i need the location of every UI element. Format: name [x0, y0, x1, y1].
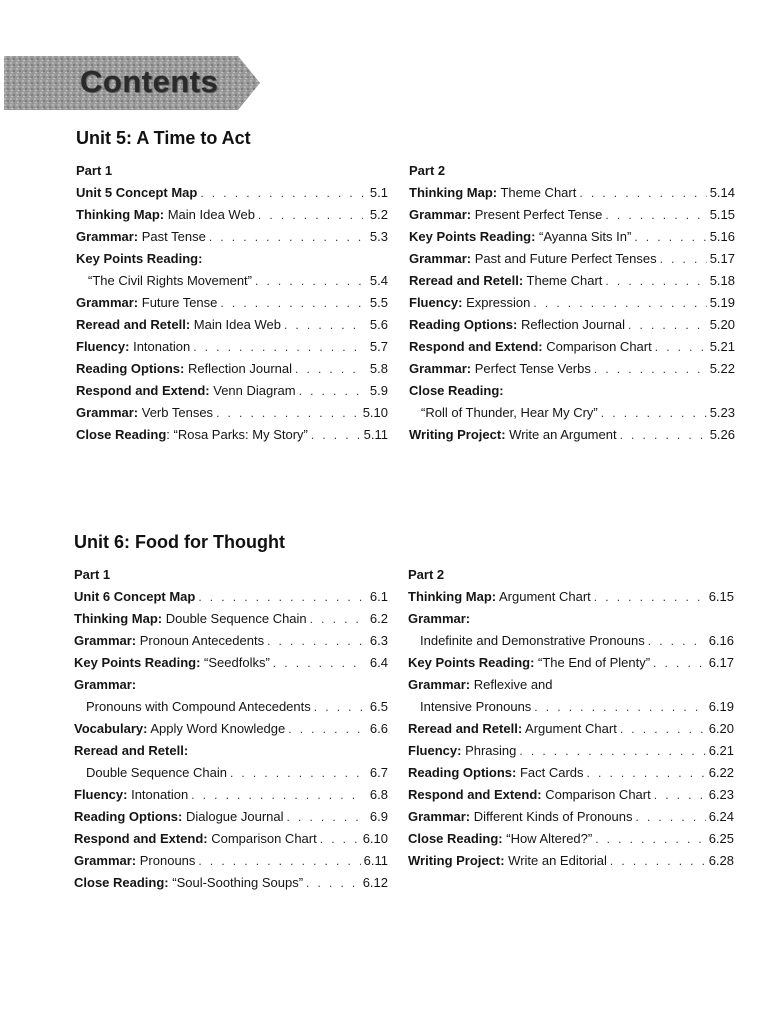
dot-leader	[299, 380, 363, 402]
page-number: 6.9	[369, 809, 388, 824]
dot-leader	[191, 784, 363, 806]
page-number: 6.22	[708, 765, 734, 780]
dot-leader	[255, 270, 363, 292]
part-label: Part 1	[76, 163, 113, 178]
toc-entry-list	[74, 586, 388, 894]
toc-entry-text	[74, 784, 188, 806]
toc-entry-title: Pronoun Antecedents	[136, 633, 265, 648]
toc-entry-label: Unit 5 Concept Map	[76, 185, 198, 200]
page-number: 6.5	[369, 699, 388, 714]
page-number: 5.15	[709, 207, 735, 222]
toc-entry	[74, 806, 388, 828]
toc-entry-label: Thinking Map:	[409, 185, 498, 200]
page-number: 5.9	[369, 383, 388, 398]
toc-entry	[76, 226, 388, 248]
toc-entry-title: “Ayanna Sits In”	[535, 229, 632, 244]
toc-entry-text	[74, 608, 307, 630]
dot-leader	[287, 806, 363, 828]
dot-leader	[220, 292, 363, 314]
toc-entry-text	[408, 828, 592, 850]
toc-entry	[408, 608, 734, 630]
toc-entry-label: Reading Options:	[409, 317, 518, 332]
page-number: 5.21	[709, 339, 735, 354]
toc-entry	[408, 674, 734, 696]
toc-entry-title: Comparison Chart	[542, 339, 652, 354]
dot-leader	[594, 586, 706, 608]
toc-entry-text	[408, 762, 584, 784]
toc-entry-text	[408, 784, 651, 806]
toc-entry-title: Reflection Journal	[184, 361, 293, 376]
toc-entry-title: Write an Argument	[505, 427, 617, 442]
dot-leader	[198, 850, 360, 872]
toc-entry-label: Key Points Reading:	[408, 655, 535, 670]
dot-leader	[601, 402, 707, 424]
toc-entry-text	[408, 652, 650, 674]
dot-leader	[636, 806, 706, 828]
toc-entry-text	[409, 248, 657, 270]
toc-entry-label: Reread and Retell:	[76, 317, 191, 332]
toc-entry-title: Argument Chart	[522, 721, 617, 736]
toc-entry	[76, 270, 388, 292]
toc-entry-title: Theme Chart	[523, 273, 603, 288]
toc-entry	[74, 652, 388, 674]
page-number: 5.17	[709, 251, 735, 266]
toc-entry-list	[76, 182, 388, 446]
toc-entry-label: Fluency:	[76, 339, 130, 354]
toc-entry-text	[409, 358, 591, 380]
toc-entry-title: “The Civil Rights Movement”	[88, 273, 252, 288]
toc-entry-text	[76, 402, 213, 424]
toc-entry-label: Writing Project:	[409, 427, 506, 442]
toc-entry	[408, 806, 734, 828]
toc-entry-label: Fluency:	[409, 295, 463, 310]
toc-entry-label: Reread and Retell:	[408, 721, 523, 736]
toc-entry-title: Dialogue Journal	[182, 809, 284, 824]
page-number: 5.4	[369, 273, 388, 288]
dot-leader	[306, 872, 360, 894]
toc-entry	[76, 424, 388, 446]
toc-entry-text	[409, 380, 504, 402]
part-label: Part 2	[409, 163, 446, 178]
toc-entry-title: Comparison Chart	[207, 831, 317, 846]
dot-leader	[310, 608, 363, 630]
toc-entry	[76, 204, 388, 226]
toc-entry	[74, 696, 388, 718]
unit-6-title: Unit 6: Food for Thought	[74, 532, 285, 552]
page-number: 5.19	[709, 295, 735, 310]
toc-entry	[76, 380, 388, 402]
toc-entry-label: Grammar:	[74, 633, 137, 648]
dot-leader	[230, 762, 363, 784]
dot-leader	[579, 182, 706, 204]
toc-entry-text	[74, 828, 317, 850]
toc-entry-text	[74, 718, 285, 740]
toc-entry-title: Intonation	[127, 787, 189, 802]
page-number: 5.22	[709, 361, 735, 376]
toc-entry-title: Verb Tenses	[138, 405, 214, 420]
unit-5-part-2-column	[409, 160, 735, 446]
page-number: 5.14	[709, 185, 735, 200]
page-number: 6.28	[708, 853, 734, 868]
toc-entry-text	[74, 872, 303, 894]
page-number: 6.17	[708, 655, 734, 670]
toc-entry	[408, 784, 734, 806]
toc-entry-label: Reread and Retell:	[74, 743, 189, 758]
toc-entry	[409, 182, 735, 204]
page-number: 5.11	[363, 427, 388, 442]
toc-entry	[408, 586, 734, 608]
page-number: 5.3	[369, 229, 388, 244]
toc-entry	[409, 314, 735, 336]
dot-leader	[587, 762, 706, 784]
toc-entry-title: “The End of Plenty”	[534, 655, 651, 670]
unit-6-part-2-column	[408, 564, 734, 872]
toc-entry-title: Double Sequence Chain	[86, 765, 227, 780]
dot-leader	[605, 270, 706, 292]
toc-entry-text	[74, 806, 284, 828]
toc-entry-title: Argument Chart	[496, 589, 591, 604]
toc-entry-label: Grammar:	[74, 853, 137, 868]
toc-entry	[409, 336, 735, 358]
toc-entry-label: Writing Project:	[408, 853, 505, 868]
toc-entry-title: Main Idea Web	[190, 317, 281, 332]
dot-leader	[267, 630, 363, 652]
toc-entry-label: Fluency:	[74, 787, 128, 802]
page-number: 6.1	[369, 589, 388, 604]
toc-entry-text	[76, 204, 255, 226]
toc-entry	[74, 828, 388, 850]
toc-entry-text	[408, 850, 607, 872]
toc-entry-title: Pronouns	[136, 853, 196, 868]
toc-entry-title: “Roll of Thunder, Hear My Cry”	[421, 405, 598, 420]
page-number: 5.10	[362, 405, 388, 420]
toc-entry-title: Write an Editorial	[504, 853, 607, 868]
toc-entry-text	[408, 806, 633, 828]
dot-leader	[594, 358, 707, 380]
dot-leader	[193, 336, 363, 358]
toc-entry-text	[86, 696, 311, 718]
toc-entry-label: Grammar:	[408, 677, 471, 692]
toc-entry-label: Unit 6 Concept Map	[74, 589, 196, 604]
toc-entry	[74, 718, 388, 740]
toc-entry-text	[76, 226, 206, 248]
page-number: 5.23	[709, 405, 735, 420]
toc-entry	[409, 248, 735, 270]
page-number: 6.10	[362, 831, 388, 846]
toc-entry-label: Grammar:	[76, 295, 139, 310]
toc-entry	[74, 740, 388, 762]
toc-entry	[408, 850, 734, 872]
toc-entry	[408, 630, 734, 652]
toc-entry-title: Past Tense	[138, 229, 206, 244]
page-number: 6.25	[708, 831, 734, 846]
page-number: 6.21	[708, 743, 734, 758]
toc-entry-label: Reading Options:	[408, 765, 517, 780]
toc-entry-title: Comparison Chart	[541, 787, 651, 802]
toc-entry-title: Phrasing	[461, 743, 517, 758]
dot-leader	[258, 204, 363, 226]
toc-entry	[76, 358, 388, 380]
toc-entry-label: Key Points Reading:	[74, 655, 201, 670]
toc-entry-text	[76, 182, 197, 204]
toc-entry-label: Respond and Extend:	[74, 831, 208, 846]
toc-entry-label: Thinking Map:	[76, 207, 165, 222]
toc-entry-text	[408, 740, 516, 762]
page-number: 6.8	[369, 787, 388, 802]
contents-title: Contents	[80, 64, 219, 99]
toc-entry	[76, 336, 388, 358]
toc-entry-text	[74, 850, 195, 872]
toc-entry	[408, 740, 734, 762]
toc-entry-text	[409, 204, 602, 226]
toc-entry	[409, 204, 735, 226]
toc-entry-text	[409, 182, 576, 204]
toc-entry-label: Close Reading:	[74, 875, 169, 890]
toc-entry-text	[76, 358, 292, 380]
dot-leader	[610, 850, 706, 872]
toc-entry-text	[421, 402, 598, 424]
page-number: 5.6	[369, 317, 388, 332]
contents-banner	[4, 56, 260, 110]
dot-leader	[200, 182, 363, 204]
toc-entry-label: Respond and Extend:	[76, 383, 210, 398]
dot-leader	[605, 204, 706, 226]
toc-entry	[76, 248, 388, 270]
page-number: 5.1	[369, 185, 388, 200]
toc-entry-label: Close Reading	[76, 427, 167, 442]
toc-entry-text	[408, 674, 553, 696]
toc-entry-label: Reread and Retell:	[409, 273, 524, 288]
unit-6-part-1-column	[74, 564, 388, 894]
part-label: Part 2	[408, 567, 445, 582]
toc-entry-text	[409, 314, 625, 336]
toc-entry-title: Indefinite and Demonstrative Pronouns	[420, 633, 645, 648]
toc-entry-text	[408, 608, 470, 630]
page-number: 5.8	[369, 361, 388, 376]
toc-entry-label: Grammar:	[408, 611, 471, 626]
toc-entry-text	[76, 380, 296, 402]
toc-entry	[74, 586, 388, 608]
toc-entry-label: Thinking Map:	[74, 611, 163, 626]
toc-entry-title: Intonation	[129, 339, 191, 354]
dot-leader	[655, 336, 707, 358]
toc-entry-title: “Soul-Soothing Soups”	[168, 875, 304, 890]
toc-entry-text	[409, 424, 617, 446]
toc-entry-title: Main Idea Web	[164, 207, 255, 222]
page-number: 6.19	[708, 699, 734, 714]
page-number: 6.20	[708, 721, 734, 736]
dot-leader	[628, 314, 707, 336]
toc-entry-text	[74, 586, 195, 608]
toc-entry	[74, 784, 388, 806]
toc-entry-title: Future Tense	[138, 295, 218, 310]
toc-entry-title: Intensive Pronouns	[420, 699, 532, 714]
dot-leader	[534, 696, 705, 718]
page-number: 5.26	[709, 427, 735, 442]
toc-entry-label: Grammar:	[76, 229, 139, 244]
toc-entry-title: Pronouns with Compound Antecedents	[86, 699, 311, 714]
toc-entry	[76, 314, 388, 336]
toc-entry-text	[74, 630, 264, 652]
toc-entry	[408, 762, 734, 784]
toc-entry-title: Double Sequence Chain	[162, 611, 307, 626]
dot-leader	[648, 630, 706, 652]
toc-entry-label: Close Reading:	[409, 383, 504, 398]
toc-entry-text	[409, 292, 530, 314]
toc-entry	[408, 828, 734, 850]
toc-entry	[409, 358, 735, 380]
page-number: 5.16	[709, 229, 735, 244]
toc-entry	[74, 850, 388, 872]
toc-entry	[409, 270, 735, 292]
toc-entry-label: Key Points Reading:	[76, 251, 203, 266]
toc-entry-label: Fluency:	[408, 743, 462, 758]
toc-entry	[76, 182, 388, 204]
toc-entry-title: Present Perfect Tense	[471, 207, 603, 222]
toc-entry-title: Fact Cards	[516, 765, 584, 780]
toc-entry	[409, 292, 735, 314]
toc-entry-text	[420, 630, 645, 652]
toc-entry-title: “How Altered?”	[502, 831, 593, 846]
toc-entry	[74, 674, 388, 696]
page-number: 6.24	[708, 809, 734, 824]
toc-entry-text	[76, 424, 308, 446]
toc-entry-label: Grammar:	[409, 207, 472, 222]
toc-entry	[408, 718, 734, 740]
page-number: 5.5	[369, 295, 388, 310]
toc-entry	[74, 762, 388, 784]
toc-entry-text	[88, 270, 252, 292]
dot-leader	[653, 652, 706, 674]
toc-entry	[409, 226, 735, 248]
toc-entry-label: Grammar:	[409, 251, 472, 266]
dot-leader	[288, 718, 363, 740]
page-number: 6.7	[369, 765, 388, 780]
toc-entry	[408, 696, 734, 718]
toc-entry-label: Reading Options:	[76, 361, 185, 376]
toc-entry-label: Grammar:	[74, 677, 137, 692]
toc-entry-title: Reflection Journal	[517, 317, 626, 332]
toc-entry-title: Apply Word Knowledge	[147, 721, 286, 736]
page-number: 6.3	[369, 633, 388, 648]
toc-entry	[74, 630, 388, 652]
toc-entry	[409, 380, 735, 402]
page-number: 6.16	[708, 633, 734, 648]
dot-leader	[533, 292, 706, 314]
dot-leader	[620, 718, 706, 740]
dot-leader	[660, 248, 707, 270]
toc-entry	[409, 402, 735, 424]
toc-entry-label: Thinking Map:	[408, 589, 497, 604]
toc-entry-label: Close Reading:	[408, 831, 503, 846]
toc-entry-label: Reading Options:	[74, 809, 183, 824]
page-number: 5.2	[369, 207, 388, 222]
page-number: 5.18	[709, 273, 735, 288]
toc-entry-list	[408, 586, 734, 872]
toc-entry	[409, 424, 735, 446]
toc-entry-text	[420, 696, 531, 718]
dot-leader	[595, 828, 705, 850]
page-number: 6.12	[362, 875, 388, 890]
page-number: 6.15	[708, 589, 734, 604]
toc-entry-text	[74, 674, 136, 696]
unit-5-part-1-column	[76, 160, 388, 446]
toc-entry-text	[76, 292, 217, 314]
toc-entry-text	[76, 314, 281, 336]
toc-entry-label: Vocabulary:	[74, 721, 148, 736]
toc-entry-label: Key Points Reading:	[409, 229, 536, 244]
dot-leader	[273, 652, 363, 674]
toc-entry-title: Perfect Tense Verbs	[471, 361, 591, 376]
toc-entry-list	[409, 182, 735, 446]
page-number: 5.7	[369, 339, 388, 354]
toc-entry-text	[408, 718, 617, 740]
page-number: 6.2	[369, 611, 388, 626]
toc-entry-title: “Seedfolks”	[200, 655, 270, 670]
toc-entry	[76, 402, 388, 424]
toc-entry	[408, 652, 734, 674]
dot-leader	[216, 402, 360, 424]
toc-entry-title: Expression	[462, 295, 531, 310]
page-number: 6.11	[363, 853, 388, 868]
dot-leader	[314, 696, 363, 718]
dot-leader	[634, 226, 706, 248]
dot-leader	[209, 226, 363, 248]
toc-entry-label: Respond and Extend:	[408, 787, 542, 802]
toc-entry-text	[409, 336, 652, 358]
toc-entry-text	[409, 270, 602, 292]
toc-entry	[74, 608, 388, 630]
part-label: Part 1	[74, 567, 111, 582]
dot-leader	[620, 424, 707, 446]
toc-entry-text	[409, 226, 631, 248]
page-number: 6.23	[708, 787, 734, 802]
dot-leader	[284, 314, 363, 336]
toc-entry-text	[408, 586, 591, 608]
toc-entry-text	[86, 762, 227, 784]
page-number: 6.4	[369, 655, 388, 670]
toc-entry	[74, 872, 388, 894]
toc-entry-title: Different Kinds of Pronouns	[470, 809, 633, 824]
toc-entry-text	[74, 740, 188, 762]
dot-leader	[519, 740, 705, 762]
toc-entry-title: Past and Future Perfect Tenses	[471, 251, 657, 266]
dot-leader	[311, 424, 361, 446]
toc-entry-label: Respond and Extend:	[409, 339, 543, 354]
toc-entry-title: : “Rosa Parks: My Story”	[166, 427, 308, 442]
toc-entry-text	[76, 336, 190, 358]
toc-entry-title: Theme Chart	[497, 185, 577, 200]
unit-5-title: Unit 5: A Time to Act	[76, 128, 251, 148]
toc-entry-text	[74, 652, 270, 674]
toc-entry-label: Grammar:	[409, 361, 472, 376]
toc-entry-title: Reflexive and	[470, 677, 553, 692]
toc-entry-title: Venn Diagram	[209, 383, 296, 398]
toc-entry	[76, 292, 388, 314]
dot-leader	[654, 784, 706, 806]
page-number: 6.6	[369, 721, 388, 736]
toc-entry-label: Grammar:	[408, 809, 471, 824]
dot-leader	[198, 586, 363, 608]
page-number: 5.20	[709, 317, 735, 332]
toc-entry-text	[76, 248, 202, 270]
dot-leader	[320, 828, 360, 850]
toc-entry-label: Grammar:	[76, 405, 139, 420]
dot-leader	[295, 358, 363, 380]
